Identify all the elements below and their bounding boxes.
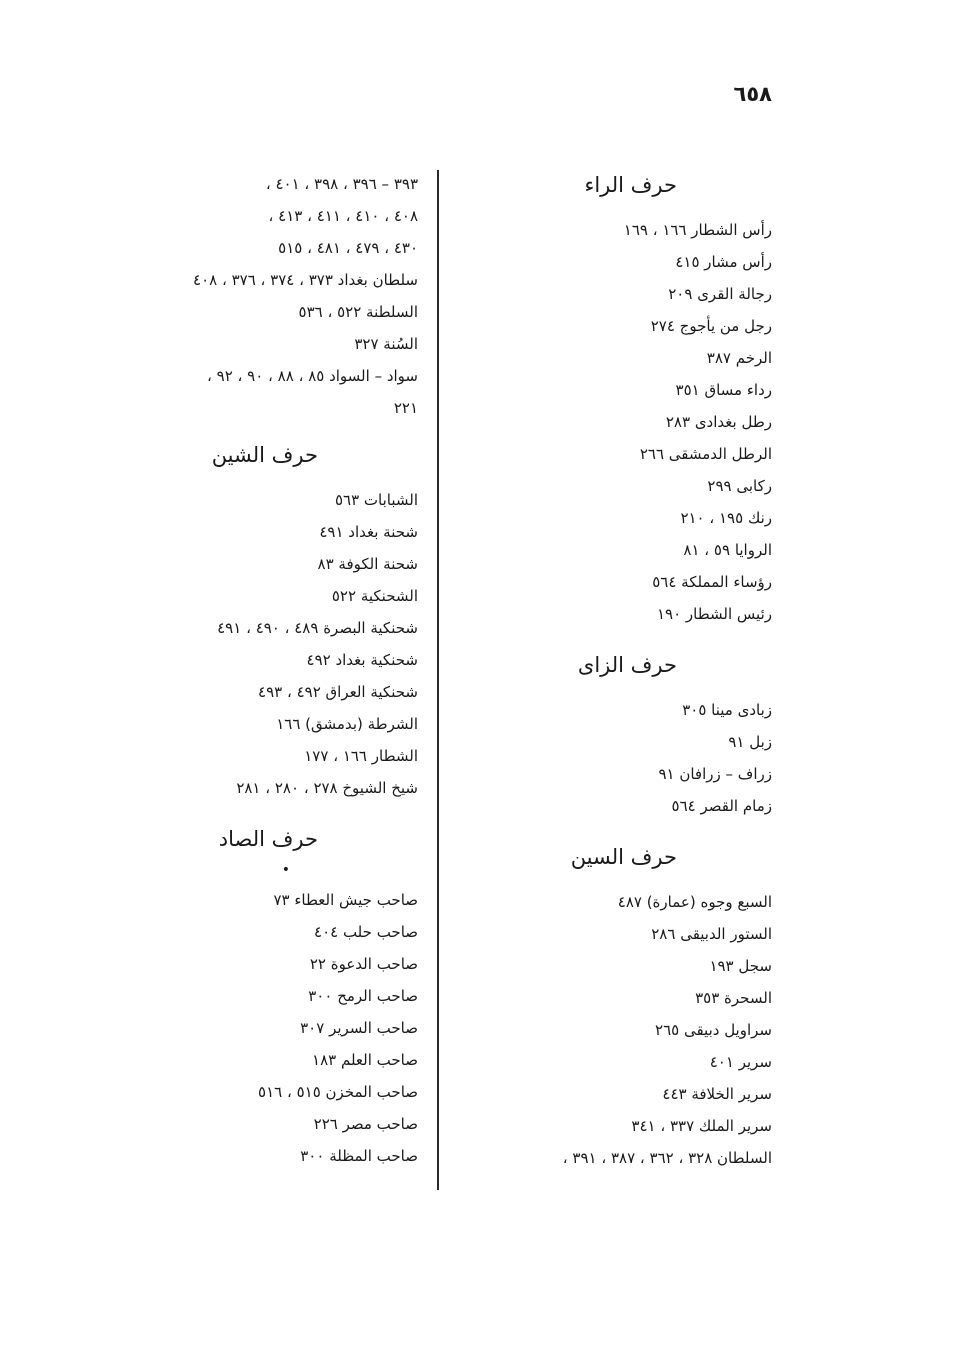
index-entry: صاحب الرمح ٣٠٠ — [308, 987, 418, 1005]
index-entry: شحنة الكوفة ٨٣ — [317, 555, 418, 573]
index-entry: الرخم ٣٨٧ — [706, 349, 772, 367]
index-entry: صاحب مصر ٢٢٦ — [313, 1115, 418, 1133]
index-entry: صاحب المخزن ٥١٥ ، ٥١٦ — [258, 1083, 418, 1101]
index-entry: شحنكية بغداد ٤٩٢ — [306, 651, 418, 669]
index-entry: شحنكية العراق ٤٩٢ ، ٤٩٣ — [258, 683, 418, 701]
column-divider — [437, 170, 439, 1190]
continuation-line: السلطنة ٥٢٢ ، ٥٣٦ — [298, 303, 418, 321]
index-entry: ركابى ٢٩٩ — [707, 477, 772, 495]
index-entry: شيخ الشيوخ ٢٧٨ ، ٢٨٠ ، ٢٨١ — [236, 779, 418, 797]
continuation-line: ٤٠٨ ، ٤١٠ ، ٤١١ ، ٤١٣ ، — [268, 207, 418, 225]
index-entry: زراف – زرافان ٩١ — [658, 765, 772, 783]
continuation-line: ٣٩٣ – ٣٩٦ ، ٣٩٨ ، ٤٠١ ، — [265, 175, 418, 193]
index-entry: رأس الشطار ١٦٦ ، ١٦٩ — [623, 221, 772, 239]
index-entry: رجل من يأجوج ٢٧٤ — [650, 317, 772, 335]
index-entry: سرير الملك ٣٣٧ ، ٣٤١ — [631, 1117, 772, 1135]
index-entry: رجالة القرى ٢٠٩ — [668, 285, 772, 303]
index-entry: الرطل الدمشقى ٢٦٦ — [639, 445, 772, 463]
index-entry: الروايا ٥٩ ، ٨١ — [683, 541, 772, 559]
index-entry: رأس مشار ٤١٥ — [675, 253, 772, 271]
index-entry: صاحب حلب ٤٠٤ — [314, 923, 418, 941]
section-heading-raa: حرف الراء — [584, 173, 677, 197]
index-entry: صاحب المظلة ٣٠٠ — [300, 1147, 418, 1165]
index-entry: الستور الدبيقى ٢٨٦ — [651, 925, 772, 943]
continuation-line: ٢٢١ — [393, 399, 418, 417]
index-entry: صاحب الدعوة ٢٢ — [309, 955, 418, 973]
index-entry: الشطار ١٦٦ ، ١٧٧ — [304, 747, 418, 765]
continuation-line: السُنة ٣٢٧ — [354, 335, 418, 353]
index-entry: السبع وجوه (عمارة) ٤٨٧ — [617, 893, 772, 911]
right-column — [460, 168, 772, 1174]
index-entry: رطل بغدادى ٢٨٣ — [665, 413, 772, 431]
section-heading-zay: حرف الزاى — [577, 653, 677, 677]
index-entry: الشبابات ٥٦٣ — [334, 491, 418, 509]
index-entry: السلطان ٣٢٨ ، ٣٦٢ ، ٣٨٧ ، ٣٩١ ، — [562, 1149, 772, 1167]
printer-dot: • — [281, 862, 290, 878]
index-entry: رنك ١٩٥ ، ٢١٠ — [680, 509, 772, 527]
continuation-line: ٤٣٠ ، ٤٧٩ ، ٤٨١ ، ٥١٥ — [278, 239, 418, 257]
index-entry: سراويل دبيقى ٢٦٥ — [655, 1021, 772, 1039]
section-heading-sheen: حرف الشين — [211, 443, 318, 467]
index-entry: صاحب جيش العطاء ٧٣ — [273, 891, 418, 909]
left-column — [120, 168, 418, 1172]
index-entry: زبل ٩١ — [728, 733, 772, 751]
continuation-line: سواد – السواد ٨٥ ، ٨٨ ، ٩٠ ، ٩٢ ، — [207, 367, 418, 385]
index-entry: زبادى مينا ٣٠٥ — [682, 701, 772, 719]
index-entry: صاحب العلم ١٨٣ — [312, 1051, 418, 1069]
index-entry: سجل ١٩٣ — [709, 957, 772, 975]
index-entry: الشحنكية ٥٢٢ — [331, 587, 418, 605]
index-entry: شحنكية البصرة ٤٨٩ ، ٤٩٠ ، ٤٩١ — [217, 619, 418, 637]
index-entry: رؤساء المملكة ٥٦٤ — [652, 573, 772, 591]
section-heading-seen: حرف السين — [570, 845, 677, 869]
continuation-line: سلطان بغداد ٣٧٣ ، ٣٧٤ ، ٣٧٦ ، ٤٠٨ — [193, 271, 418, 289]
index-entry: رداء مساق ٣٥١ — [675, 381, 772, 399]
page-number: ٦٥٨ — [733, 82, 772, 106]
index-entry: سرير الخلافة ٤٤٣ — [662, 1085, 772, 1103]
index-entry: السحرة ٣٥٣ — [695, 989, 772, 1007]
index-entry: الشرطة (بدمشق) ١٦٦ — [276, 715, 418, 733]
index-entry: شحنة بغداد ٤٩١ — [319, 523, 418, 541]
index-entry: سرير ٤٠١ — [709, 1053, 772, 1071]
index-entry: رئيس الشطار ١٩٠ — [656, 605, 772, 623]
index-entry: زمام القصر ٥٦٤ — [671, 797, 772, 815]
section-heading-saad: حرف الصاد — [218, 827, 318, 851]
index-entry: صاحب السرير ٣٠٧ — [300, 1019, 418, 1037]
